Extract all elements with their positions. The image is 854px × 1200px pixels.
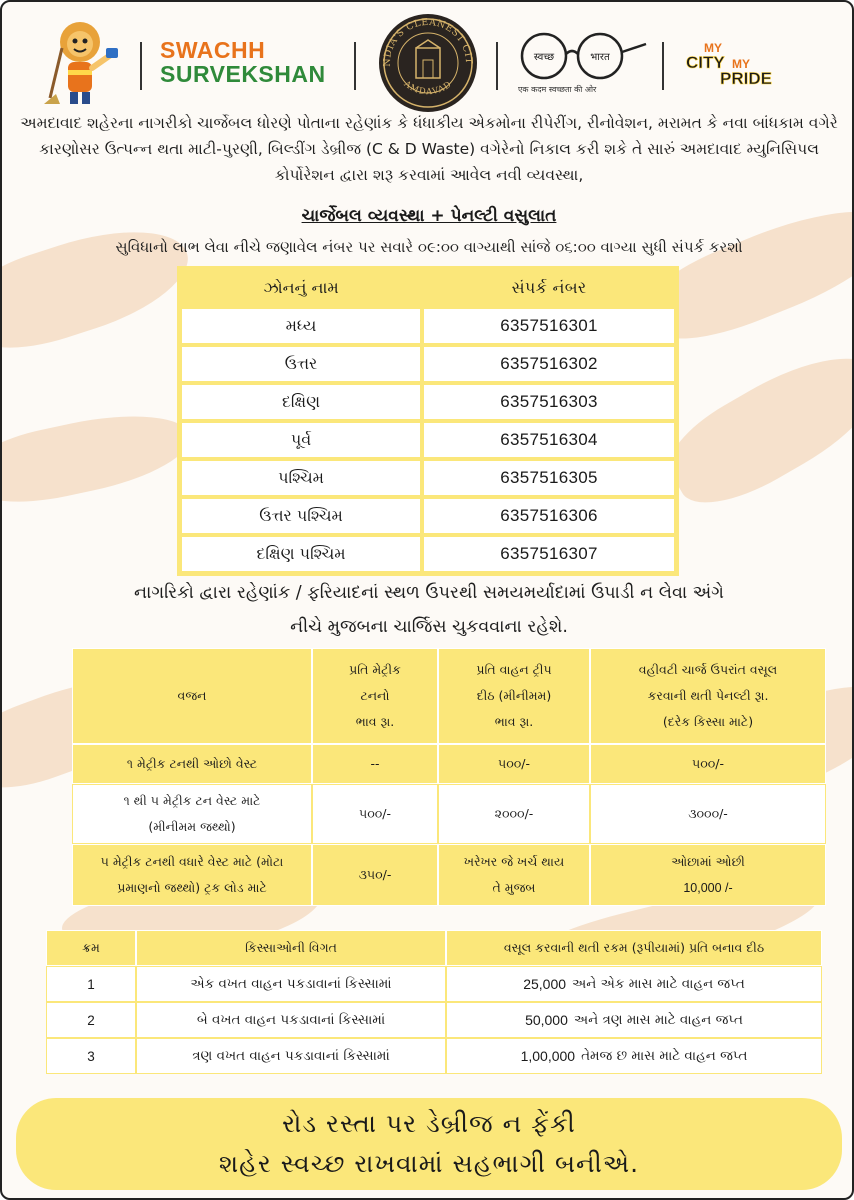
zone-phone[interactable]: 6357516307 (424, 537, 674, 571)
amount-text: અને એક માસ માટે વાહન જપ્ત (572, 976, 745, 992)
bharat-right-text: भारत (590, 52, 610, 63)
zone-name: મધ્ય (182, 309, 420, 343)
per-trip-cell: ૨૦૦૦/- (438, 784, 590, 844)
per-ton-cell: ૩૫૦/- (312, 844, 438, 906)
penalty-cell: ૫૦૦/- (590, 744, 826, 784)
penalty-cell-line: ઓછામાં ઓછી (671, 854, 745, 869)
amount-value: 50,000 (525, 1012, 568, 1028)
table-row (180, 421, 676, 459)
penalty-table-header (46, 930, 822, 966)
amount-text: અને ત્રણ માસ માટે વાહન જપ્ત (573, 1012, 743, 1028)
zone-phone[interactable]: 6357516305 (424, 461, 674, 495)
swachh-bharat-logo (508, 30, 648, 100)
mcmp-city: CITY (686, 53, 725, 72)
amount-cell (446, 1002, 822, 1038)
bottom-slogan-banner (16, 1098, 842, 1190)
zone-name-header: ઝોનનું નામ (182, 271, 420, 305)
table-row (72, 744, 826, 784)
per-trip-header-line: ભાવ રૂા. (494, 714, 534, 729)
slogan-line1: રોડ રસ્તા પર ડેબ્રીજ ન ફેંકી (282, 1109, 576, 1138)
intro-paragraph: અમદાવાદ શહેરના નાગરીકો ચાર્જેબલ ધોરણે પોતાના રહેણાંક કે ધંધાકીય એકમોના રીપેરીંગ, રીનોવેશન, મરામત કે નવા બાંધકામ વગેરે કારણોસર ઉત્પન્ન થતા માટી-પુરણી, બિલ્ડીંગ ડેબ્રીજ (C & D Waste) વગેરેનો નિકાલ કરી શકે તે સારું અમદાવાદ મ્યુનિસિપલ કોર્પોરેશન દ્વારા શરૂ કરવામાં આવેલ નવી વ્યવસ્થા, (20, 114, 838, 184)
weight-cell-line: (મીનીમમ જથ્થો) (148, 819, 236, 834)
serial-cell: 2 (46, 1002, 136, 1038)
zone-name: ઉત્તર (182, 347, 420, 381)
charges-table (72, 648, 826, 906)
amount-cell (446, 966, 822, 1002)
amount-value: 1,00,000 (520, 1048, 576, 1064)
mcmp-my1: MY (704, 41, 722, 55)
swachh-logo-line2: SURVEKSHAN (160, 61, 326, 87)
logo-divider (496, 42, 498, 90)
seal-top-text: NDIA'S CLEANEST CIT (381, 16, 475, 67)
penalty-cell-line: 10,000 /- (683, 881, 733, 895)
mcmp-pride: PRIDE (720, 69, 772, 88)
per-trip-cell-line: તે મુજબ (492, 880, 536, 895)
cleanest-city-seal (368, 12, 488, 114)
per-trip-header (438, 648, 590, 744)
per-ton-header-line: ભાવ રૂા. (355, 714, 395, 729)
case-detail-cell: બે વખત વાહન પકડાવાનાં કિસ્સામાં (136, 1002, 446, 1038)
zone-contact-table (177, 266, 679, 576)
per-trip-cell: ૫૦૦/- (438, 744, 590, 784)
table-row (46, 1038, 822, 1074)
charges-table-header (72, 648, 826, 744)
my-city-my-pride-logo (682, 38, 782, 88)
per-ton-cell: ૫૦૦/- (312, 784, 438, 844)
bharat-tagline: एक कदम स्वच्छता की ओर (518, 85, 597, 94)
zone-name: દક્ષિણ (182, 385, 420, 419)
decorative-brush-stroke (655, 331, 854, 524)
logo-divider (662, 42, 664, 90)
zone-name: પશ્ચિમ (182, 461, 420, 495)
zone-phone[interactable]: 6357516306 (424, 499, 674, 533)
decorative-brush-stroke (0, 400, 197, 514)
amount-value: 25,000 (523, 976, 567, 992)
table-row (72, 784, 826, 844)
zone-phone[interactable]: 6357516302 (424, 347, 674, 381)
weight-cell-line: ૧ થી ૫ મેટ્રીક ટન વેસ્ટ માટે (123, 793, 261, 808)
zone-phone[interactable]: 6357516303 (424, 385, 674, 419)
table-row (180, 307, 676, 345)
per-trip-header-line: પ્રતિ વાહન ટ્રીપ (476, 662, 552, 677)
contact-number-header: સંપર્ક નંબર (424, 271, 674, 305)
table-row (180, 497, 676, 535)
table-row (180, 535, 676, 573)
seal-bottom-text: AMDAVAD (401, 79, 455, 98)
penalty-header-line: વહીવટી ચાર્જ ઉપરાંત વસૂલ (638, 662, 778, 677)
zone-phone[interactable]: 6357516304 (424, 423, 674, 457)
page-heading: ચાર્જેબલ વ્યવસ્થા + પેનલ્ટી વસુલાત (301, 206, 557, 226)
case-detail-header: કિસ્સાઓની વિગત (136, 930, 446, 966)
penalty-header-line: કરવાની થતી પેનલ્ટી રૂા. (647, 688, 769, 703)
per-ton-header-line: પ્રતિ મેટ્રીક (349, 662, 401, 677)
zone-name: પૂર્વ (182, 423, 420, 457)
logo-divider (354, 42, 356, 90)
per-trip-cell (438, 844, 590, 906)
per-trip-header-line: દીઠ (મીનીમમ) (476, 688, 552, 703)
case-detail-cell: ત્રણ વખત વાહન પકડાવાનાં કિસ્સામાં (136, 1038, 446, 1074)
zone-phone[interactable]: 6357516301 (424, 309, 674, 343)
penalty-cell (590, 844, 826, 906)
per-ton-header (312, 648, 438, 744)
table-row (180, 345, 676, 383)
serial-header: ક્રમ (46, 930, 136, 966)
weight-cell-line: પ્રમાણનો જથ્થો) ટ્રક લોડ માટે (117, 880, 267, 895)
amount-header: વસૂલ કરવાની થતી રકમ (રૂપીયામાં) પ્રતિ બનાવ દીઠ (446, 930, 822, 966)
charges-intro (16, 576, 842, 644)
weight-cell (72, 844, 312, 906)
logo-header (42, 12, 822, 112)
zone-table-header (180, 269, 676, 307)
per-ton-cell: -- (312, 744, 438, 784)
penalty-header (590, 648, 826, 744)
mcmp-my2: MY (732, 57, 750, 71)
per-ton-header-line: ટનનો (360, 688, 390, 703)
penalty-cell: ૩૦૦૦/- (590, 784, 826, 844)
serial-cell: 3 (46, 1038, 136, 1074)
swachh-mascot-icon (42, 18, 124, 106)
weight-cell-line: ૫ મેટ્રીક ટનથી વધારે વેસ્ટ માટે (મોટા (100, 854, 284, 869)
table-row (72, 844, 826, 906)
table-row (46, 1002, 822, 1038)
zone-name: દક્ષિણ પશ્ચિમ (182, 537, 420, 571)
slogan-line2: શહેર સ્વચ્છ રાખવામાં સહભાગી બનીએ. (218, 1149, 640, 1178)
swachh-logo-line1: SWACHH (160, 37, 266, 63)
case-detail-cell: એક વખત વાહન પકડાવાનાં કિસ્સામાં (136, 966, 446, 1002)
weight-header: વજન (72, 648, 312, 744)
amount-text: તેમજ છ માસ માટે વાહન જપ્ત (581, 1048, 748, 1064)
per-trip-cell-line: ખરેખર જે ખર્ચ થાય (463, 854, 565, 869)
charges-intro-line1: નાગરિકો દ્વારા રહેણાંક / ફરિયાદનાં સ્થળ ઉપરથી સમયમર્યાદામાં ઉપાડી ન લેવા અંગે (134, 583, 724, 603)
vehicle-penalty-table (46, 930, 822, 1074)
penalty-header-line: (દરેક કિસ્સા માટે) (662, 714, 754, 729)
charges-intro-line2: નીચે મુજબના ચાર્જિસ ચુકવવાના રહેશે. (290, 617, 568, 637)
logo-divider (140, 42, 142, 90)
zone-name: ઉત્તર પશ્ચિમ (182, 499, 420, 533)
bharat-left-text: स्वच्छ (533, 52, 555, 63)
contact-instructions: સુવિધાનો લાભ લેવા નીચે જણાવેલ નંબર પર સવારે ૦૯:૦૦ વાગ્યાથી સાંજે ૦૬:૦૦ વાગ્યા સુધી સંપર્ક કરશો (115, 238, 743, 256)
decorative-brush-stroke (0, 209, 200, 366)
swachh-survekshan-logo (160, 38, 350, 86)
weight-cell (72, 784, 312, 844)
weight-cell: ૧ મેટ્રીક ટનથી ઓછો વેસ્ટ (72, 744, 312, 784)
table-row (180, 383, 676, 421)
table-row (180, 459, 676, 497)
table-row (46, 966, 822, 1002)
serial-cell: 1 (46, 966, 136, 1002)
amount-cell (446, 1038, 822, 1074)
